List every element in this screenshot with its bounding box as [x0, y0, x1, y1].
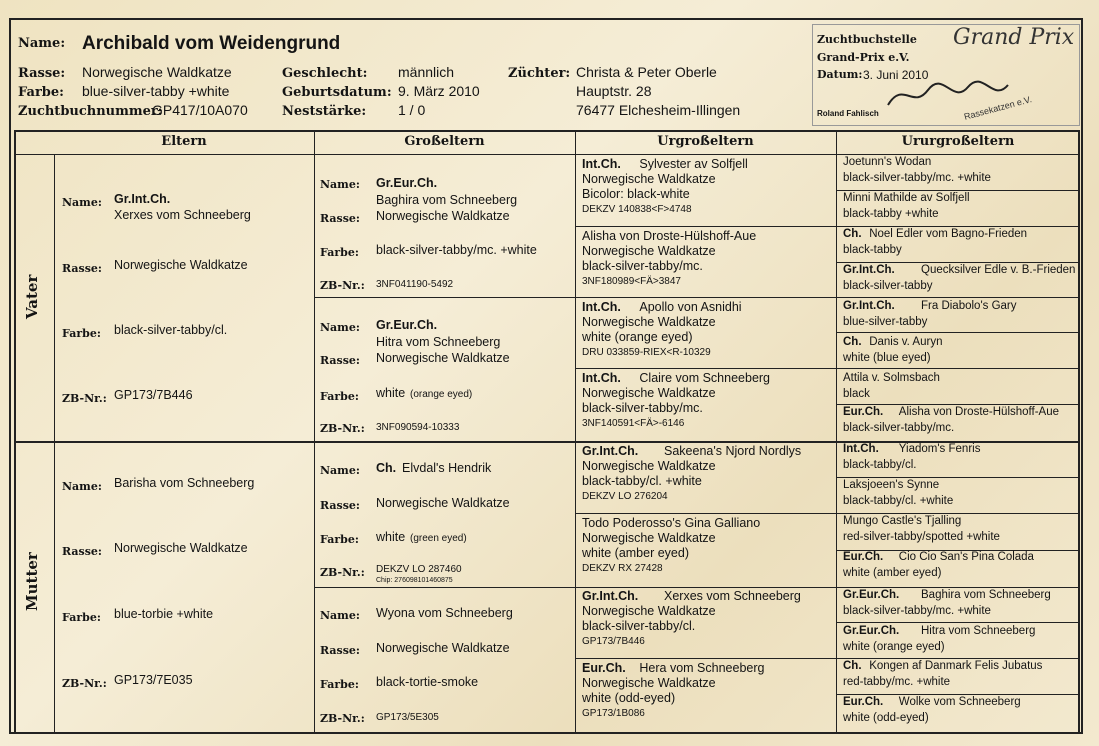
gggp-title: Ch.	[843, 336, 862, 348]
gggp-name: Danis v. Auryn	[869, 336, 943, 348]
ggp-l2: Norwegische Waldkatze	[582, 244, 716, 258]
ggp-title: Int.Ch.	[582, 300, 621, 314]
gggp-farbe: red-tabby/mc. +white	[843, 676, 951, 688]
gggp-name: Fra Diabolo's Gary	[921, 300, 1017, 312]
field-label: Rasse:	[62, 545, 102, 558]
gggp-farbe: white (amber eyed)	[843, 567, 942, 579]
divider	[836, 332, 1080, 333]
ggp-l2: Norwegische Waldkatze	[582, 172, 716, 186]
ggp-l2: Norwegische Waldkatze	[582, 531, 716, 545]
ggp-l4: GP173/7B446	[582, 636, 645, 647]
zuechter-name: Christa & Peter Oberle	[576, 64, 717, 80]
gp-farbe: black-tortie-smoke	[376, 675, 479, 689]
divider	[575, 658, 1080, 659]
gggp-title: Gr.Eur.Ch.	[843, 625, 900, 637]
rasse-label: Rasse:	[18, 66, 66, 81]
field-label: Rasse:	[320, 499, 360, 512]
mutter-zb: GP173/7E035	[114, 673, 193, 687]
gggp-name: Quecksilver Edle v. B.-Frieden	[921, 264, 1076, 276]
field-label: Rasse:	[320, 212, 360, 225]
name-label: Name:	[18, 36, 66, 51]
field-label: Rasse:	[62, 262, 102, 275]
vater-side-label: Vater	[23, 274, 41, 319]
gggp-name: Laksjoeen's Synne	[843, 479, 940, 491]
col-urgrosseltern: Urgroßeltern	[657, 134, 754, 149]
gggp-title: Eur.Ch.	[843, 696, 884, 708]
ggp-l3: Bicolor: black-white	[582, 187, 690, 201]
gp-name: Baghira vom Schneeberg	[376, 193, 518, 207]
gggp-name: Baghira vom Schneeberg	[921, 589, 1051, 601]
zuchtbuch-label: Zuchtbuchnummer:	[18, 104, 163, 119]
vater-title: Gr.Int.Ch.	[114, 192, 171, 206]
field-label: ZB-Nr.:	[320, 279, 365, 292]
gp-rasse: Norwegische Waldkatze	[376, 209, 510, 223]
gggp-farbe: black-silver-tabby/mc. +white	[843, 605, 991, 617]
ggp-title: Gr.Int.Ch.	[582, 444, 639, 458]
geburt-value: 9. März 2010	[398, 83, 480, 99]
field-label: Farbe:	[320, 246, 359, 259]
gggp-title: Gr.Int.Ch.	[843, 300, 895, 312]
field-label: ZB-Nr.:	[320, 422, 365, 435]
geschlecht-label: Geschlecht:	[282, 66, 368, 81]
zuechter-label: Züchter:	[508, 66, 571, 81]
farbe-value: blue-silver-tabby +white	[82, 83, 230, 99]
gggp-farbe: black-silver-tabby/mc.	[843, 422, 955, 434]
mutter-rasse: Norwegische Waldkatze	[114, 541, 248, 555]
mutter-name: Barisha vom Schneeberg	[114, 476, 255, 490]
gggp-name: Joetunn's Wodan	[843, 156, 932, 168]
ggp-l4: DRU 033859-RIEX<R-10329	[582, 347, 711, 358]
gggp-name: Alisha von Droste-Hülshoff-Aue	[898, 406, 1060, 418]
divider	[836, 477, 1080, 478]
gp-rasse: Norwegische Waldkatze	[376, 496, 510, 510]
ggp-l4: GP173/1B086	[582, 708, 645, 719]
gp-title: Ch.	[376, 461, 397, 475]
gggp-title: Gr.Int.Ch.	[843, 264, 895, 276]
gggp-farbe: blue-silver-tabby	[843, 316, 928, 328]
cat-name: Archibald vom Weidengrund	[82, 33, 341, 54]
gggp-farbe: white (orange eyed)	[843, 641, 945, 653]
gggp-title: Int.Ch.	[843, 443, 879, 455]
ggp-l4: DEKZV 140838<F>4748	[582, 204, 692, 215]
name-row	[18, 33, 341, 54]
gggp-farbe: white (odd-eyed)	[843, 712, 929, 724]
gggp-title: Ch.	[843, 660, 862, 672]
mutter-farbe: blue-torbie +white	[114, 607, 214, 621]
gp-farbe: white	[376, 386, 406, 400]
stamp-date: 3. Juni 2010	[863, 68, 929, 82]
mutter-side-label: Mutter	[23, 552, 41, 611]
field-label: ZB-Nr.:	[62, 677, 107, 690]
field-label: Name:	[320, 321, 360, 334]
ggp-l2: Norwegische Waldkatze	[582, 315, 716, 329]
gggp-name: Minni Mathilde av Solfjell	[843, 192, 970, 204]
gggp-title: Eur.Ch.	[843, 551, 884, 563]
gggp-farbe: black-tabby/cl.	[843, 459, 917, 471]
gggp-name: Wolke vom Schneeberg	[898, 696, 1021, 708]
geburt-label: Geburtsdatum:	[282, 85, 392, 100]
gp-farbe: white	[376, 530, 406, 544]
ggp-l3: black-tabby/cl. +white	[582, 474, 702, 488]
nest-label: Neststärke:	[282, 104, 367, 119]
ggp-l4: DEKZV LO 276204	[582, 491, 668, 502]
field-label: Farbe:	[320, 678, 359, 691]
field-label: ZB-Nr.:	[62, 392, 107, 405]
ggp-title: Int.Ch.	[582, 157, 621, 171]
ggp-l3: white (amber eyed)	[582, 546, 689, 560]
stamp-date-label: Datum:	[817, 68, 863, 81]
gggp-title: Gr.Eur.Ch.	[843, 589, 900, 601]
gp-name: Wyona vom Schneeberg	[376, 606, 513, 620]
gggp-farbe: black-tabby	[843, 244, 902, 256]
ggp-l2: Norwegische Waldkatze	[582, 459, 716, 473]
stamp-signer: Roland Fahlisch	[817, 109, 879, 118]
gggp-name: Hitra vom Schneeberg	[921, 625, 1036, 637]
geschlecht-value: männlich	[398, 64, 455, 80]
ggp-name: Todo Poderosso's Gina Galliano	[582, 516, 761, 530]
ggp-title: Int.Ch.	[582, 371, 621, 385]
col-eltern: Eltern	[161, 134, 207, 149]
field-label: Farbe:	[62, 611, 101, 624]
divider	[836, 404, 1080, 405]
gggp-name: Attila v. Solmsbach	[843, 372, 940, 384]
gggp-farbe: white (blue eyed)	[843, 352, 931, 364]
gp-zb: 3NF090594-10333	[376, 422, 460, 433]
gp-farbe-note: (green eyed)	[410, 533, 467, 544]
ggp-l4: DEKZV RX 27428	[582, 563, 663, 574]
grand-prix-logo: Grand Prix	[953, 25, 1075, 50]
ggp-title: Gr.Int.Ch.	[582, 589, 639, 603]
gggp-name: Yiadom's Fenris	[898, 443, 981, 455]
gggp-name: Kongen af Danmark Felis Jubatus	[869, 660, 1043, 672]
farbe-label: Farbe:	[18, 85, 64, 100]
ggp-name: Alisha von Droste-Hülshoff-Aue	[582, 229, 757, 243]
vater-name: Xerxes vom Schneeberg	[114, 208, 251, 222]
gggp-name: Mungo Castle's Tjalling	[843, 515, 962, 527]
divider	[836, 262, 1080, 263]
rasse-value: Norwegische Waldkatze	[82, 64, 232, 80]
divider	[575, 226, 1080, 227]
gp-zb: DEKZV LO 287460	[376, 564, 462, 575]
zuechter-city: 76477 Elchesheim-Illingen	[576, 102, 741, 118]
gggp-title: Eur.Ch.	[843, 406, 884, 418]
ggp-name: Sakeena's Njord Nordlys	[664, 444, 802, 458]
signature-icon	[883, 75, 1013, 115]
vater-rasse: Norwegische Waldkatze	[114, 258, 248, 272]
field-label: Name:	[320, 178, 360, 191]
vater-zb: GP173/7B446	[114, 388, 193, 402]
gggp-farbe: black	[843, 388, 870, 400]
divider	[14, 154, 1080, 155]
ggp-name: Claire vom Schneeberg	[639, 371, 771, 385]
divider	[836, 694, 1080, 695]
ggp-name: Sylvester av Solfjell	[639, 157, 748, 171]
field-label: Farbe:	[62, 327, 101, 340]
divider	[575, 513, 1080, 514]
ggp-l3: white (odd-eyed)	[582, 691, 676, 705]
gggp-title: Ch.	[843, 228, 862, 240]
ggp-l3: black-silver-tabby/cl.	[582, 619, 696, 633]
field-label: Rasse:	[320, 354, 360, 367]
nest-value: 1 / 0	[398, 102, 426, 118]
gp-chip: Chip: 276098101460875	[376, 577, 453, 584]
divider	[314, 297, 1080, 298]
ggp-l2: Norwegische Waldkatze	[582, 386, 716, 400]
gggp-farbe: red-silver-tabby/spotted +white	[843, 531, 1000, 543]
ggp-l4: 3NF140591<FÄ>-6146	[582, 418, 685, 429]
gp-farbe: black-silver-tabby/mc. +white	[376, 243, 537, 257]
ggp-l3: white (orange eyed)	[582, 330, 693, 344]
ggp-name: Hera vom Schneeberg	[639, 661, 765, 675]
field-label: Farbe:	[320, 533, 359, 546]
gp-zb: 3NF041190-5492	[376, 279, 454, 290]
ggp-name: Xerxes vom Schneeberg	[664, 589, 801, 603]
ggp-l3: black-silver-tabby/mc.	[582, 259, 703, 273]
gp-title: Gr.Eur.Ch.	[376, 318, 438, 332]
gggp-farbe: black-tabby +white	[843, 208, 939, 220]
ggp-l2: Norwegische Waldkatze	[582, 604, 716, 618]
gp-rasse: Norwegische Waldkatze	[376, 641, 510, 655]
gp-name: Hitra vom Schneeberg	[376, 335, 501, 349]
gp-name: Elvdal's Hendrik	[402, 461, 492, 475]
divider	[836, 130, 837, 734]
registry-stamp	[812, 24, 1080, 126]
zuechter-street: Hauptstr. 28	[576, 83, 652, 99]
stamp-line1: Zuchtbuchstelle	[817, 33, 917, 46]
field-label: Name:	[320, 609, 360, 622]
field-label: Name:	[62, 480, 102, 493]
gggp-name: Noel Edler vom Bagno-Frieden	[869, 228, 1028, 240]
divider	[54, 154, 55, 734]
ggp-title: Eur.Ch.	[582, 661, 626, 675]
field-label: Name:	[320, 464, 360, 477]
gp-title: Gr.Eur.Ch.	[376, 176, 438, 190]
divider	[314, 587, 1080, 588]
logo-subtext: Rassekatzen e.V.	[962, 94, 1033, 122]
field-label: Name:	[62, 196, 102, 209]
divider	[575, 130, 576, 734]
gggp-farbe: black-silver-tabby/mc. +white	[843, 172, 991, 184]
divider	[314, 130, 315, 734]
col-grosseltern: Großeltern	[404, 134, 485, 149]
gggp-farbe: black-tabby/cl. +white	[843, 495, 954, 507]
field-label: Farbe:	[320, 390, 359, 403]
field-label: Rasse:	[320, 644, 360, 657]
ggp-l4: 3NF180989<FÄ>3847	[582, 276, 681, 287]
col-ururgrosseltern: Ururgroßeltern	[901, 134, 1015, 149]
gp-zb: GP173/5E305	[376, 712, 439, 723]
gp-rasse: Norwegische Waldkatze	[376, 351, 510, 365]
vater-farbe: black-silver-tabby/cl.	[114, 323, 228, 337]
divider	[836, 622, 1080, 623]
gp-farbe-note: (orange eyed)	[410, 389, 473, 400]
field-label: ZB-Nr.:	[320, 566, 365, 579]
zuchtbuch-value: GP417/10A070	[152, 102, 248, 118]
gggp-farbe: black-silver-tabby	[843, 280, 933, 292]
divider	[575, 368, 1080, 369]
ggp-l3: black-silver-tabby/mc.	[582, 401, 703, 415]
stamp-line2: Grand-Prix e.V.	[817, 51, 910, 64]
ggp-l2: Norwegische Waldkatze	[582, 676, 716, 690]
divider	[836, 190, 1080, 191]
field-label: ZB-Nr.:	[320, 712, 365, 725]
ggp-name: Apollo von Asnidhi	[639, 300, 742, 314]
gggp-name: Cio Cio San's Pina Colada	[898, 551, 1034, 563]
